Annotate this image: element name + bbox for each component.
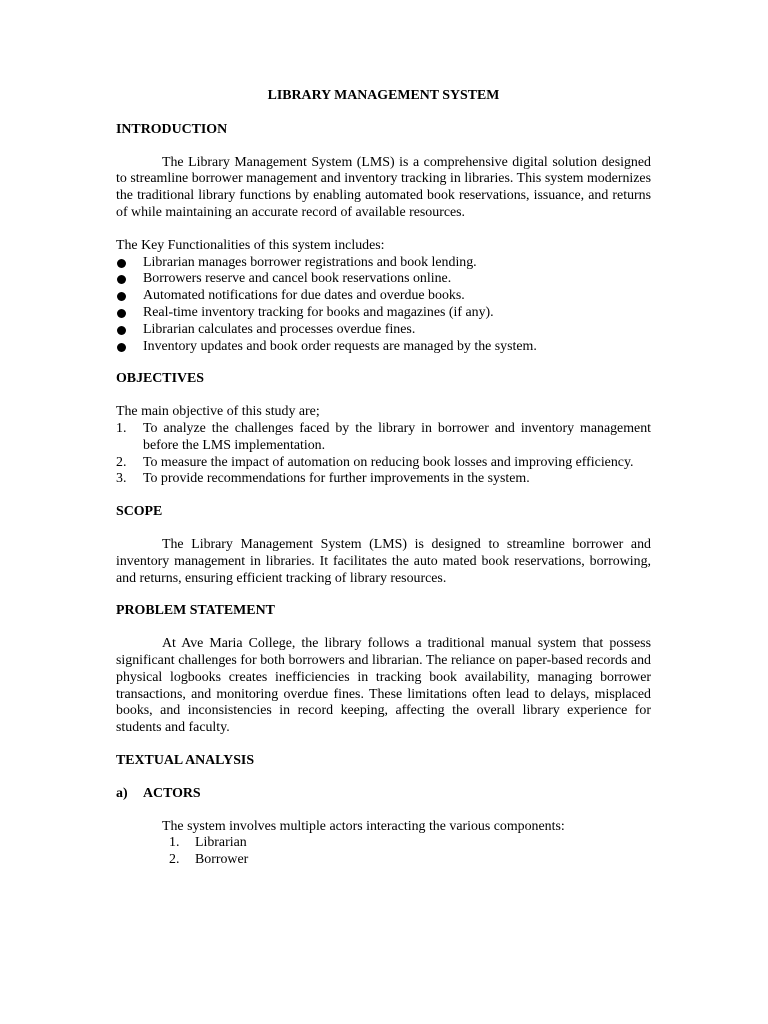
bullet-icon — [117, 275, 126, 284]
list-item: Inventory updates and book order requests are managed by the system. — [116, 339, 651, 356]
list-item: 1. To analyze the challenges faced by the library in borrower and inventory management before the LMS implementation. — [116, 420, 651, 453]
list-item: 2. To measure the impact of automation on reducing book losses and improving efficiency. — [116, 454, 634, 470]
bullet-icon — [117, 326, 126, 335]
scope-heading: SCOPE — [116, 504, 163, 520]
objectives-list — [116, 421, 651, 488]
list-number: 1. — [169, 835, 180, 851]
introduction-paragraph: The Library Management System (LMS) is a comprehensive digital solution designed to streamline borrower management and inventory tracking in libraries. This system modernizes the traditional library functions by enabling automated book reservations, issuance, and returns of while maintaining an accurate record of available resources. — [116, 154, 651, 220]
objectives-heading: OBJECTIVES — [116, 371, 205, 387]
actors-marker: a) — [116, 785, 128, 801]
actors-intro: The system involves multiple actors interacting the various components: — [162, 818, 565, 834]
list-item: Librarian manages borrower registrations and book lending. — [116, 255, 651, 272]
document-content — [116, 88, 651, 869]
list-item: Librarian calculates and processes overdue fines. — [116, 322, 651, 339]
document-title: LIBRARY MANAGEMENT SYSTEM — [267, 88, 500, 103]
list-item: Real-time inventory tracking for books and magazines (if any). — [116, 305, 651, 322]
scope-paragraph: The Library Management System (LMS) is designed to streamline borrower and inventory management in libraries. It facilitates the auto mated book reservations, borrowing, and returns, ensuring efficient tracking of library resources. — [116, 536, 651, 586]
list-item: Automated notifications for due dates and overdue books. — [116, 288, 651, 305]
actors-heading-text: ACTORS — [143, 785, 201, 801]
functionalities-list — [116, 255, 651, 356]
objectives-intro: The main objective of this study are; — [116, 404, 320, 420]
list-item: 1. Librarian — [169, 835, 247, 851]
list-number: 2. — [116, 454, 127, 470]
problem-statement-heading: PROBLEM STATEMENT — [116, 603, 275, 619]
list-number: 2. — [169, 852, 180, 868]
actors-heading — [116, 786, 651, 803]
bullet-icon — [117, 259, 126, 268]
list-item: Borrowers reserve and cancel book reservations online. — [116, 271, 651, 288]
key-functionalities-intro: The Key Functionalities of this system includes: — [116, 237, 385, 253]
textual-analysis-heading: TEXTUAL ANALYSIS — [116, 752, 255, 768]
bullet-icon — [117, 292, 126, 301]
actors-list — [116, 835, 651, 869]
list-number: 1. — [116, 420, 127, 436]
list-item: 2. Borrower — [169, 852, 249, 868]
introduction-heading: INTRODUCTION — [116, 121, 228, 137]
problem-statement-paragraph: At Ave Maria College, the library follows a traditional manual system that possess significant challenges for both borrowers and librarian. The reliance on paper-based records and physical logbooks creates inefficiencies in tracking book availability, managing borrower transactions, and monitoring overdue fines. These limitations often lead to delays, misplaced books, and inconsistencies in record keeping, affecting the overall library experience for students and faculty. — [116, 636, 651, 736]
bullet-icon — [117, 309, 126, 318]
bullet-icon — [117, 343, 126, 352]
list-item: 3. To provide recommendations for further improvements in the system. — [116, 471, 530, 487]
list-number: 3. — [116, 471, 127, 487]
